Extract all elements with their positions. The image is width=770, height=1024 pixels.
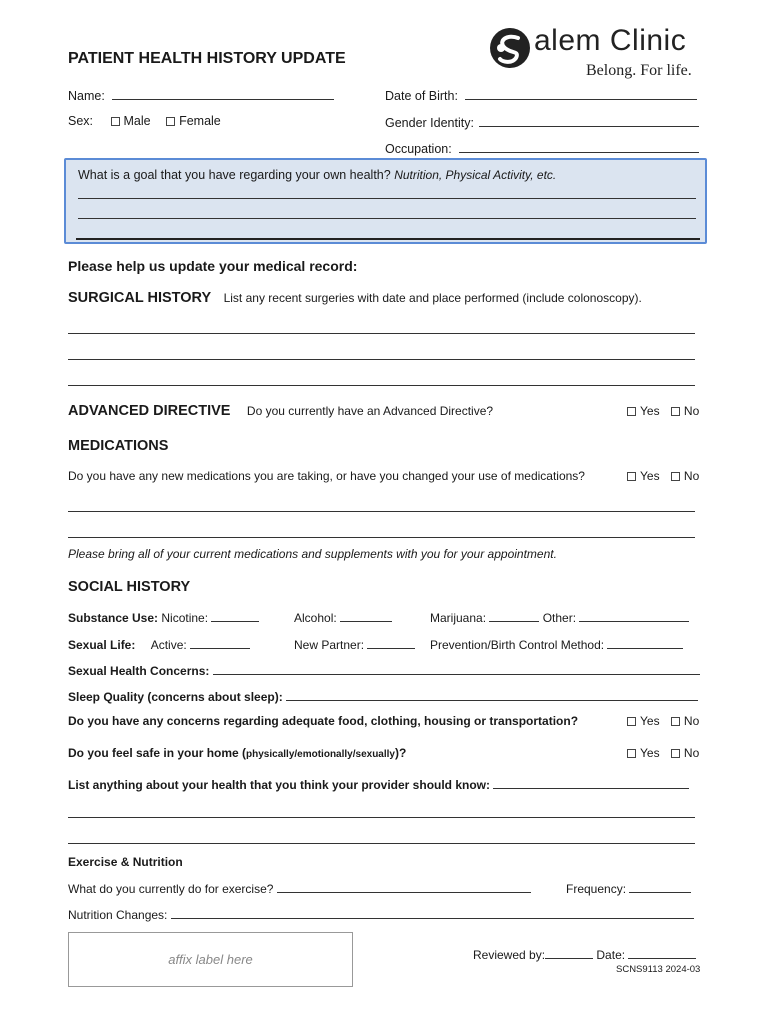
no-label: No (683, 404, 700, 418)
prevention-label: Prevention/Birth Control Method: (430, 638, 605, 652)
substance-use-row (68, 609, 259, 625)
new-partner-field (294, 636, 415, 652)
form-code: SCNS9113 2024-03 (616, 964, 701, 975)
medications-heading: MEDICATIONS (68, 438, 169, 454)
sexual-concerns-input-line[interactable] (213, 662, 700, 675)
nutrition-label: Nutrition Changes: (68, 908, 168, 922)
gender-field (385, 114, 699, 130)
advanced-question: Do you currently have an Advanced Directive? (246, 404, 494, 418)
reviewed-field (473, 946, 696, 962)
yes-label: Yes (640, 404, 660, 418)
marijuana-label: Marijuana: (430, 611, 487, 625)
safe-home-question (68, 746, 406, 760)
date-input-line[interactable] (628, 946, 696, 959)
prevention-input-line[interactable] (607, 636, 683, 649)
alcohol-field (294, 609, 392, 625)
reviewed-input-line[interactable] (545, 946, 593, 959)
exercise-label: What do you currently do for exercise? (68, 882, 274, 896)
active-input-line[interactable] (190, 636, 250, 649)
no-label: No (683, 746, 700, 760)
frequency-input-line[interactable] (629, 880, 691, 893)
female-option[interactable] (166, 114, 221, 128)
substance-label: Substance Use: (68, 611, 159, 625)
provider-notes-line-1[interactable] (68, 817, 695, 818)
dob-field (385, 87, 697, 103)
prevention-field (430, 636, 683, 652)
medications-yes-checkbox[interactable] (627, 472, 636, 481)
occupation-label: Occupation: (385, 142, 452, 156)
safe-question-detail: physically/emotionally/sexually (246, 749, 395, 760)
safe-yes-option[interactable] (627, 746, 660, 760)
sleep-quality-label: Sleep Quality (concerns about sleep): (68, 690, 283, 704)
yes-label: Yes (640, 469, 660, 483)
new-partner-input-line[interactable] (367, 636, 415, 649)
surgical-heading: SURGICAL HISTORY (68, 290, 212, 306)
advanced-yes-checkbox[interactable] (627, 407, 636, 416)
goal-question-text: What is a goal that you have regarding your own health? (78, 168, 391, 182)
name-input-line[interactable] (112, 87, 334, 100)
goal-hint: Nutrition, Physical Activity, etc. (394, 168, 557, 182)
advanced-options (627, 404, 699, 418)
medications-question: Do you have any new medications you are taking, or have you changed your use of medications? (68, 469, 585, 483)
occupation-input-line[interactable] (459, 140, 699, 153)
provider-notes-label: List anything about your health that you think your provider should know: (68, 778, 491, 792)
nutrition-field (68, 906, 694, 922)
name-field (68, 87, 334, 103)
male-label: Male (123, 114, 151, 128)
surgical-line-3[interactable] (68, 385, 695, 386)
sexual-life-label: Sexual Life: (68, 638, 136, 652)
dob-input-line[interactable] (465, 87, 697, 100)
male-checkbox[interactable] (111, 117, 120, 126)
nicotine-label: Nicotine: (161, 611, 209, 625)
exercise-field (68, 880, 531, 896)
logo-tagline: Belong. For life. (586, 62, 692, 79)
sex-field (68, 114, 221, 128)
provider-notes-line-2[interactable] (68, 843, 695, 844)
surgical-history-header (68, 289, 642, 307)
other-input-line[interactable] (579, 609, 689, 622)
advanced-heading: ADVANCED DIRECTIVE (68, 403, 231, 419)
health-goal-box (64, 158, 707, 244)
provider-notes-field (68, 776, 689, 792)
sexual-life-row (68, 636, 250, 652)
food-yes-option[interactable] (627, 714, 660, 728)
salem-s-logo-icon (488, 26, 532, 70)
goal-line-2[interactable] (78, 218, 696, 219)
goal-line-1[interactable] (78, 198, 696, 199)
social-heading: SOCIAL HISTORY (68, 579, 191, 595)
update-intro: Please help us update your medical record: (68, 258, 358, 274)
sexual-concerns-field (68, 662, 700, 678)
nutrition-input-line[interactable] (171, 906, 694, 919)
yes-label: Yes (640, 714, 660, 728)
safe-yes-checkbox[interactable] (627, 749, 636, 758)
alcohol-input-line[interactable] (340, 609, 392, 622)
dob-label: Date of Birth: (385, 89, 458, 103)
advanced-yes-option[interactable] (627, 404, 660, 418)
affix-label-box (68, 932, 353, 987)
advanced-no-checkbox[interactable] (671, 407, 680, 416)
yes-label: Yes (640, 746, 660, 760)
other-label: Other: (542, 611, 577, 625)
gender-label: Gender Identity: (385, 116, 474, 130)
sex-label: Sex: (68, 114, 94, 128)
safe-question-start: Do you feel safe in your home ( (68, 746, 247, 760)
name-label: Name: (68, 89, 105, 103)
goal-question (78, 168, 556, 182)
advanced-directive-row (68, 402, 493, 420)
frequency-field (566, 880, 691, 896)
safe-question-end: )? (395, 746, 407, 760)
safe-no-option[interactable] (671, 746, 699, 760)
marijuana-field (430, 609, 689, 625)
food-housing-question: Do you have any concerns regarding adequate food, clothing, housing or transportation? (68, 714, 579, 728)
nicotine-input-line[interactable] (211, 609, 259, 622)
logo-name: alem Clinic (534, 24, 687, 57)
male-option[interactable] (111, 114, 151, 128)
gender-input-line[interactable] (479, 114, 699, 127)
marijuana-input-line[interactable] (489, 609, 539, 622)
exercise-heading: Exercise & Nutrition (68, 855, 183, 869)
surgical-line-1[interactable] (68, 333, 695, 334)
female-label: Female (179, 114, 221, 128)
medications-yes-option[interactable] (627, 469, 660, 483)
surgical-line-2[interactable] (68, 359, 695, 360)
food-no-checkbox[interactable] (671, 717, 680, 726)
medications-no-checkbox[interactable] (671, 472, 680, 481)
alcohol-label: Alcohol: (294, 611, 337, 625)
medications-options (627, 469, 699, 483)
sexual-concerns-label: Sexual Health Concerns: (68, 664, 210, 678)
food-housing-options (627, 714, 699, 728)
medications-note: Please bring all of your current medications and supplements with you for your appointment. (68, 547, 557, 561)
safe-no-checkbox[interactable] (671, 749, 680, 758)
medications-line-1[interactable] (68, 511, 695, 512)
surgical-instruction: List any recent surgeries with date and place performed (include colonoscopy). (223, 291, 642, 305)
sleep-quality-field (68, 688, 698, 704)
page-title: PATIENT HEALTH HISTORY UPDATE (68, 50, 346, 67)
medications-line-2[interactable] (68, 537, 695, 538)
provider-notes-input-line[interactable] (493, 776, 689, 789)
active-label: Active: (150, 638, 187, 652)
new-partner-label: New Partner: (294, 638, 365, 652)
occupation-field (385, 140, 699, 156)
food-yes-checkbox[interactable] (627, 717, 636, 726)
sleep-quality-input-line[interactable] (286, 688, 698, 701)
female-checkbox[interactable] (166, 117, 175, 126)
reviewed-label: Reviewed by: (473, 948, 546, 962)
affix-label-text: affix label here (168, 952, 253, 967)
frequency-label: Frequency: (566, 882, 627, 896)
goal-line-3[interactable] (76, 238, 700, 240)
advanced-no-option[interactable] (671, 404, 699, 418)
date-label: Date: (596, 948, 626, 962)
clinic-logo (488, 24, 710, 84)
medications-no-option[interactable] (671, 469, 699, 483)
exercise-input-line[interactable] (277, 880, 531, 893)
food-no-option[interactable] (671, 714, 699, 728)
no-label: No (683, 714, 700, 728)
no-label: No (683, 469, 700, 483)
safe-home-options (627, 746, 699, 760)
